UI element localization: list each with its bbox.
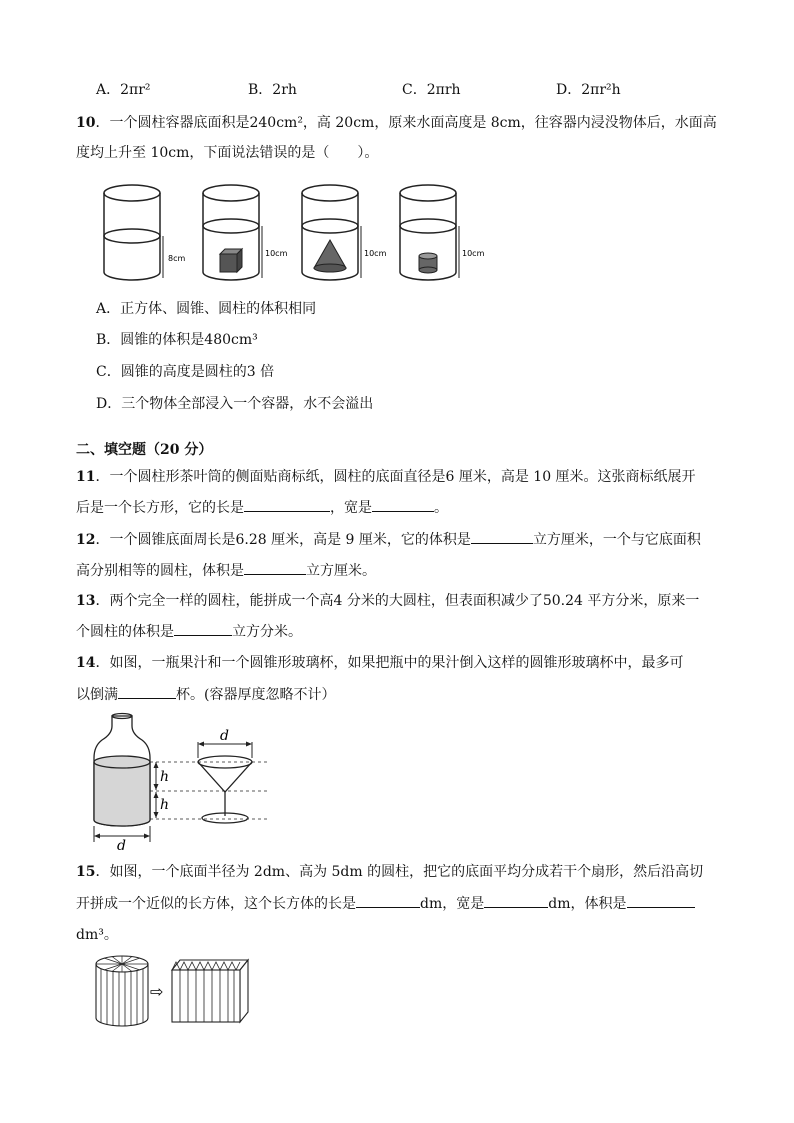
q10-line-2: 度均上升至 10cm，下面说法错误的是（ ）。 xyxy=(76,145,379,161)
q11-text-1: ．一个圆柱形茶叶筒的侧面贴商标纸，圆柱的底面直径是6 厘米，高是 10 厘米。这张商标纸展开 xyxy=(95,469,696,485)
q11-number: 11 xyxy=(76,469,96,485)
q10-line-1 xyxy=(76,113,717,133)
q10-option-a: A．正方体、圆锥、圆柱的体积相同 xyxy=(96,301,317,317)
q11-line-1 xyxy=(76,467,696,487)
q10-fig-label-4: 10cm xyxy=(462,249,485,258)
q12-blank-cylinder-volume[interactable] xyxy=(244,560,306,575)
q14-fig-label-d-bottle: d xyxy=(117,838,126,854)
q14-figure xyxy=(80,712,280,852)
q14-number: 14 xyxy=(76,655,96,671)
q11-blank-length[interactable] xyxy=(244,497,330,512)
q15-text-1: ．如图，一个底面半径为 2dm、高为 5dm 的圆柱，把它的底面平均分成若干个扇形，然后沿高切 xyxy=(95,864,704,880)
q14-text-1: ．如图，一瓶果汁和一个圆锥形玻璃杯，如果把瓶中的果汁倒入这样的圆锥形玻璃杯中，最多可 xyxy=(95,655,684,671)
q15-line-1 xyxy=(76,862,703,882)
q12-blank-cone-volume[interactable] xyxy=(471,529,533,544)
q14-fig-label-h-lower: h xyxy=(160,797,170,813)
q14-blank-cups[interactable] xyxy=(118,684,176,699)
q13-number: 13 xyxy=(76,593,96,609)
q10-fig-label-2: 10cm xyxy=(265,249,288,258)
q9-option-b: B．2rh xyxy=(248,82,297,98)
q12-line-2 xyxy=(76,560,376,581)
q12-text-2b: 立方厘米。 xyxy=(306,563,376,579)
q12-text-1b: 立方厘米，一个与它底面积 xyxy=(532,532,701,548)
q11-blank-width[interactable] xyxy=(372,497,434,512)
q9-option-a: A．2πr² xyxy=(96,82,151,98)
q12-text-1a: ．一个圆锥底面周长是6.28 厘米，高是 9 厘米，它的体积是 xyxy=(95,532,471,548)
q11-line-2 xyxy=(76,497,448,518)
q9-option-d: D．2πr²h xyxy=(556,82,621,98)
q15-arrow-icon: ⇨ xyxy=(150,982,164,1001)
q14-text-2b: 杯。(容器厚度忽略不计） xyxy=(176,687,336,703)
q15-blank-volume[interactable] xyxy=(627,893,695,908)
q13-text-2a: 个圆柱的体积是 xyxy=(76,624,174,640)
q11-text-2b: ，宽是 xyxy=(330,500,372,516)
q13-blank-volume[interactable] xyxy=(174,621,232,636)
q10-option-b: B．圆锥的体积是480cm³ xyxy=(96,332,258,348)
q15-line-3: dm³。 xyxy=(76,927,118,943)
q11-text-2c: 。 xyxy=(434,500,448,516)
q10-text-1: ．一个圆柱容器底面积是240cm²，高 20cm，原来水面高度是 8cm，往容器内浸没物体后，水面高 xyxy=(95,115,717,131)
q10-fig-label-3: 10cm xyxy=(364,249,387,258)
q10-fig-label-1: 8cm xyxy=(168,254,186,263)
q10-option-d: D．三个物体全部浸入一个容器，水不会溢出 xyxy=(96,396,374,412)
q15-text-2c: dm，体积是 xyxy=(548,896,627,912)
q14-line-1 xyxy=(76,653,683,673)
q14-fig-label-d-glass: d xyxy=(220,728,229,744)
q15-text-2b: dm，宽是 xyxy=(420,896,485,912)
q13-line-1 xyxy=(76,591,699,611)
q10-number: 10 xyxy=(76,115,96,131)
q14-line-2 xyxy=(76,684,335,705)
q15-figure xyxy=(92,950,262,1030)
q14-fig-label-h-upper: h xyxy=(160,769,170,785)
section-title: 二、填空题（20 分） xyxy=(76,442,213,458)
q9-option-c: C．2πrh xyxy=(402,82,461,98)
q12-line-1 xyxy=(76,529,701,550)
q11-text-2a: 后是一个长方形，它的长是 xyxy=(76,500,244,516)
q12-text-2a: 高分别相等的圆柱，体积是 xyxy=(76,563,244,579)
q13-text-2b: 立方分米。 xyxy=(232,624,302,640)
q15-line-2 xyxy=(76,893,695,914)
q13-line-2 xyxy=(76,621,302,642)
q13-text-1: ．两个完全一样的圆柱，能拼成一个高4 分米的大圆柱，但表面积减少了50.24 平方分米，原来一 xyxy=(95,593,700,609)
q15-blank-length[interactable] xyxy=(356,893,420,908)
q10-figure xyxy=(90,180,510,290)
q15-text-2a: 开拼成一个近似的长方体，这个长方体的长是 xyxy=(76,896,356,912)
q12-number: 12 xyxy=(76,532,96,548)
q10-option-c: C．圆锥的高度是圆柱的3 倍 xyxy=(96,364,275,380)
q15-number: 15 xyxy=(76,864,96,880)
q14-text-2a: 以倒满 xyxy=(76,687,118,703)
q15-blank-width[interactable] xyxy=(484,893,548,908)
